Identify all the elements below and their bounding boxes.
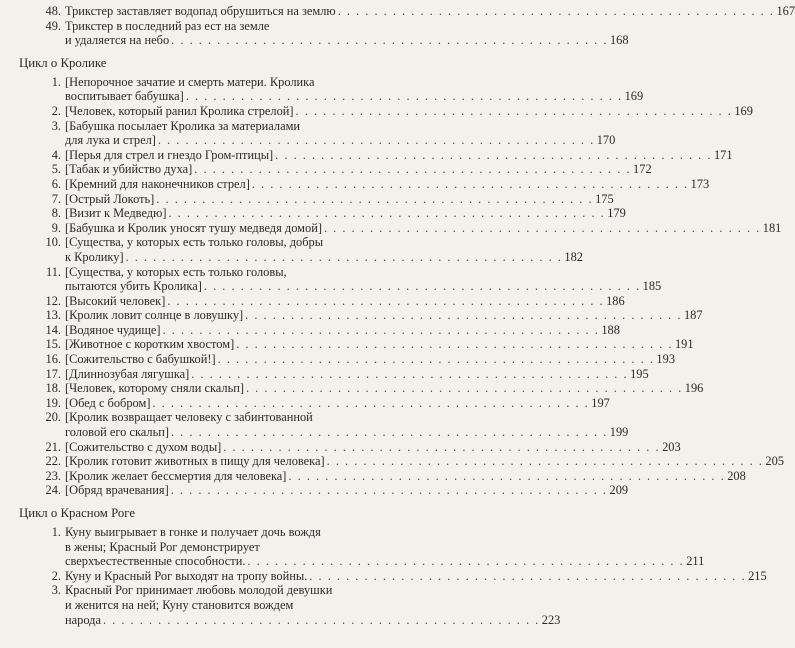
toc-entry: [39, 206, 626, 221]
entry-title-last-line: [65, 483, 629, 498]
entry-title-last-line: [65, 147, 733, 163]
toc-entry: [39, 103, 753, 119]
dot-leader: . . . . . . . . . . . . . . . . . . . . . . . . . . . . . . . . . . . . . . . . . . . . . . . .: [223, 439, 661, 454]
dot-leader: . . . . . . . . . . . . . . . . . . . . . . . . . . . . . . . . . . . . . . . . . . . . . . . .: [309, 568, 747, 583]
entry-title-last-line: [65, 4, 795, 19]
entry-title-line: [Непорочное зачатие и смерть матери. Кролика: [65, 74, 315, 89]
entry-number: 13.: [45, 308, 61, 323]
page-number: 196: [684, 381, 704, 396]
entry-body: [65, 308, 703, 323]
entry-number: 9.: [51, 220, 61, 235]
entry-title-text: сверхъестественные способности.: [65, 554, 246, 569]
entry-title-last-line: [65, 220, 782, 236]
dot-leader: . . . . . . . . . . . . . . . . . . . . . . . . . . . . . . . . . . . . . . . . . . . . . . . .: [102, 612, 540, 627]
section-heading: Цикл о Кролике: [19, 55, 107, 70]
page-number: 167: [776, 4, 795, 18]
entry-body: [65, 525, 705, 569]
toc-entry: [39, 454, 784, 469]
toc-entry: [39, 483, 629, 498]
entry-title-text: [Бабушка и Кролик уносят тушу медведя домой]: [65, 220, 322, 235]
entry-body: [65, 366, 649, 382]
dot-leader: . . . . . . . . . . . . . . . . . . . . . . . . . . . . . . . . . . . . . . . . . . . . . . . .: [245, 308, 682, 323]
entry-title-text: Куну и Красный Рог выходят на тропу войны.: [65, 568, 308, 583]
entry-title-last-line: [65, 33, 629, 48]
page-number: 197: [591, 395, 610, 410]
entry-title-last-line: [65, 337, 694, 352]
entry-title-text: для лука и стрел]: [65, 133, 156, 148]
page-number: 211: [686, 554, 705, 569]
page-number: 175: [595, 191, 614, 206]
toc-entry: [39, 381, 704, 396]
page-number: 208: [727, 468, 746, 483]
entry-body: [65, 583, 561, 627]
entry-title-last-line: [65, 454, 784, 469]
page-number: 209: [609, 483, 629, 498]
entry-title-last-line: [65, 395, 610, 411]
page-number: 191: [674, 337, 694, 352]
entry-number: 1.: [51, 74, 61, 89]
toc-section: [0, 498, 767, 627]
entry-body: [65, 18, 629, 48]
page-number: 215: [748, 568, 767, 583]
dot-leader: . . . . . . . . . . . . . . . . . . . . . . . . . . . . . . . . . . . . . . . . . . . . . . . .: [247, 554, 685, 569]
page-number: 173: [690, 176, 710, 191]
entry-title-last-line: [65, 249, 583, 265]
entry-number: 15.: [45, 337, 61, 352]
entry-title-line: [Кролик возвращает человеку с забинтованной: [65, 410, 313, 425]
toc-entry: [39, 322, 620, 338]
entry-title-last-line: [65, 568, 767, 584]
dot-leader: . . . . . . . . . . . . . . . . . . . . . . . . . . . . . . . . . . . . . . . . . . . . . . . .: [167, 293, 605, 308]
toc-entry: [39, 74, 644, 104]
entry-number: 11.: [45, 264, 61, 279]
page-number: 169: [624, 89, 644, 104]
dot-leader: . . . . . . . . . . . . . . . . . . . . . . . . . . . . . . . . . . . . . . . . . . . . . . . .: [185, 89, 623, 104]
entry-title-last-line: [65, 293, 625, 309]
dot-leader: . . . . . . . . . . . . . . . . . . . . . . . . . . . . . . . . . . . . . . . . . . . . . . . .: [168, 206, 606, 221]
dot-leader: . . . . . . . . . . . . . . . . . . . . . . . . . . . . . . . . . . . . . . . . . . . . . . . .: [156, 191, 594, 206]
toc-entry: [39, 337, 694, 352]
page-number: 170: [596, 133, 616, 148]
entry-title-text: [Кролик ловит солнце в ловушку]: [65, 308, 244, 323]
toc-entry: [39, 395, 610, 411]
dot-leader: . . . . . . . . . . . . . . . . . . . . . . . . . . . . . . . . . . . . . . . . . . . . . . . .: [275, 147, 712, 162]
toc-entry: [39, 583, 561, 627]
entry-title-last-line: [65, 322, 620, 338]
entry-title-line: в жены; Красный Рог демонстрирует: [65, 539, 260, 554]
toc-entry: [39, 4, 795, 19]
entry-title-last-line: [65, 468, 746, 484]
toc-entry: [39, 352, 676, 367]
toc-section: [0, 48, 784, 498]
entry-body: [65, 176, 710, 192]
entry-title-text: [Кремний для наконечников стрел]: [65, 176, 250, 191]
entry-body: [65, 395, 610, 411]
dot-leader: . . . . . . . . . . . . . . . . . . . . . . . . . . . . . . . . . . . . . . . . . . . . . . . .: [251, 176, 689, 191]
entry-body: [65, 4, 795, 19]
page-number: 193: [656, 352, 676, 367]
toc-entry: [39, 293, 625, 309]
entry-body: [65, 352, 676, 367]
entry-title-text: воспитывает бабушка]: [65, 89, 184, 104]
entry-number: 24.: [45, 483, 61, 498]
entry-title-line: Куну выигрывает в гонке и получает дочь вождя: [65, 525, 321, 539]
entry-title-text: [Сожительство с духом воды]: [65, 439, 222, 454]
toc-entry: [39, 191, 614, 207]
entry-body: [65, 483, 629, 498]
entry-body: [65, 410, 629, 440]
entry-number: 8.: [51, 206, 61, 221]
toc-entry: [39, 235, 583, 264]
entry-number: 22.: [45, 454, 61, 469]
entry-title-last-line: [65, 439, 681, 455]
entry-title-line: [Существа, у которых есть только головы, добры: [65, 235, 324, 250]
entry-title-text: [Визит к Медведю]: [65, 206, 167, 221]
entry-title-line: [Существа, у которых есть только головы,: [65, 264, 287, 279]
table-of-contents: [0, 4, 795, 627]
page-number: 168: [609, 33, 629, 48]
entry-title-line: Красный Рог принимает любовь молодой девушки: [65, 583, 333, 598]
entry-title-last-line: [65, 133, 616, 148]
page-number: 205: [765, 454, 784, 469]
toc-entry: [39, 264, 662, 294]
entry-body: [65, 439, 681, 455]
page-number: 182: [564, 249, 583, 264]
entry-body: [65, 322, 620, 338]
entry-title-last-line: [65, 425, 629, 440]
entry-title-text: [Кролик готовит животных в пищу для человека]: [65, 454, 325, 469]
entry-title-line: и женится на ней; Куну становится вождем: [65, 597, 294, 612]
entry-number: 12.: [45, 293, 61, 308]
page-number: 169: [734, 103, 753, 118]
entry-number: 3.: [51, 118, 61, 133]
toc-entry: [39, 366, 649, 382]
entry-body: [65, 74, 644, 104]
entry-title-text: [Перья для стрел и гнездо Гром-птицы]: [65, 147, 274, 162]
dot-leader: . . . . . . . . . . . . . . . . . . . . . . . . . . . . . . . . . . . . . . . . . . . . . . . .: [162, 322, 600, 337]
entry-title-text: [Человек, который ранил Кролика стрелой]: [65, 103, 294, 118]
entry-title-text: [Сожительство с бабушкой!]: [65, 352, 216, 367]
dot-leader: . . . . . . . . . . . . . . . . . . . . . . . . . . . . . . . . . . . . . . . . . . . . . . . .: [171, 33, 608, 48]
entry-body: [65, 103, 753, 119]
page-number: 203: [662, 439, 681, 454]
entry-number: 23.: [45, 468, 61, 483]
entry-title-last-line: [65, 103, 753, 119]
dot-leader: . . . . . . . . . . . . . . . . . . . . . . . . . . . . . . . . . . . . . . . . . . . . . . . .: [245, 381, 683, 396]
entry-body: [65, 381, 704, 396]
entry-number: 17.: [45, 366, 61, 381]
entry-body: [65, 206, 626, 221]
entry-number: 16.: [45, 352, 61, 367]
entry-title-last-line: [65, 308, 703, 323]
entry-title-line: Трикстер в последний раз ест на земле: [65, 18, 270, 33]
toc-entry: [39, 220, 782, 236]
entry-body: [65, 468, 746, 484]
entry-title-last-line: [65, 366, 649, 382]
dot-leader: . . . . . . . . . . . . . . . . . . . . . . . . . . . . . . . . . . . . . . . . . . . . . . . .: [191, 366, 629, 381]
entry-number: 5.: [51, 162, 61, 177]
entry-title-last-line: [65, 612, 561, 628]
toc-entry: [39, 18, 629, 48]
toc-entry: [39, 525, 705, 569]
entry-body: [65, 454, 784, 469]
entry-number: 6.: [51, 176, 61, 191]
entry-title-text: [Животное с коротким хвостом]: [65, 337, 235, 352]
page-number: 188: [601, 322, 620, 337]
entry-title-text: Трикстер заставляет водопад обрушиться на землю: [65, 4, 336, 18]
dot-leader: . . . . . . . . . . . . . . . . . . . . . . . . . . . . . . . . . . . . . . . . . . . . . . . .: [152, 395, 590, 410]
entry-body: [65, 235, 583, 264]
entry-title-last-line: [65, 554, 705, 569]
dot-leader: . . . . . . . . . . . . . . . . . . . . . . . . . . . . . . . . . . . . . . . . . . . . . . . .: [170, 483, 608, 498]
entry-title-text: к Кролику]: [65, 249, 124, 264]
entry-number: 19.: [45, 395, 61, 410]
dot-leader: . . . . . . . . . . . . . . . . . . . . . . . . . . . . . . . . . . . . . . . . . . . . . . . .: [323, 220, 761, 235]
page-number: 187: [683, 308, 703, 323]
entry-body: [65, 162, 652, 177]
entry-body: [65, 568, 767, 584]
page-number: 195: [630, 366, 649, 381]
entry-title-text: народа: [65, 612, 101, 627]
toc-entry: [39, 410, 629, 440]
page-number: 172: [633, 162, 652, 177]
entry-number: 2.: [51, 568, 61, 583]
entry-title-text: [Табак и убийство духа]: [65, 162, 193, 177]
entry-title-last-line: [65, 206, 626, 221]
toc-section: [0, 4, 795, 48]
page-number: 185: [642, 279, 662, 294]
entry-number: 14.: [45, 322, 61, 337]
entry-title-text: [Кролик желает бессмертия для человека]: [65, 468, 287, 483]
section-heading: Цикл о Красном Роге: [19, 506, 136, 520]
page-number: 181: [762, 220, 782, 235]
entry-title-last-line: [65, 162, 652, 177]
entry-title-line: [Бабушка посылает Кролика за материалами: [65, 118, 301, 133]
entry-body: [65, 293, 625, 309]
entry-title-last-line: [65, 191, 614, 207]
entry-number: 21.: [45, 439, 61, 454]
toc-entry: [39, 439, 681, 455]
toc-entry: [39, 308, 703, 323]
entry-title-text: и удаляется на небо: [65, 33, 170, 48]
entry-number: 4.: [51, 147, 61, 162]
toc-entry: [39, 176, 710, 192]
entry-title-last-line: [65, 381, 704, 396]
entry-title-text: [Обед с бобром]: [65, 395, 151, 410]
entry-body: [65, 118, 616, 148]
entry-title-last-line: [65, 176, 710, 192]
dot-leader: . . . . . . . . . . . . . . . . . . . . . . . . . . . . . . . . . . . . . . . . . . . . . . . .: [194, 162, 632, 177]
section-spacer: [0, 48, 400, 56]
entry-title-text: [Острый Локоть]: [65, 191, 155, 206]
entry-title-last-line: [65, 89, 644, 104]
dot-leader: . . . . . . . . . . . . . . . . . . . . . . . . . . . . . . . . . . . . . . . . . . . . . . . .: [217, 352, 655, 367]
dot-leader: . . . . . . . . . . . . . . . . . . . . . . . . . . . . . . . . . . . . . . . . . . . . . . . .: [203, 279, 641, 294]
toc-entry: [39, 468, 746, 484]
entry-number: 20.: [45, 410, 61, 425]
entry-body: [65, 264, 662, 294]
entry-body: [65, 337, 694, 352]
toc-entry: [39, 147, 733, 163]
entry-number: 3.: [51, 583, 61, 598]
entry-title-text: [Высокий человек]: [65, 293, 166, 308]
dot-leader: . . . . . . . . . . . . . . . . . . . . . . . . . . . . . . . . . . . . . . . . . . . . . . . .: [125, 249, 563, 264]
page-number: 199: [609, 425, 629, 440]
dot-leader: . . . . . . . . . . . . . . . . . . . . . . . . . . . . . . . . . . . . . . . . . . . . . . . .: [337, 4, 775, 18]
toc-entry: [39, 568, 767, 584]
dot-leader: . . . . . . . . . . . . . . . . . . . . . . . . . . . . . . . . . . . . . . . . . . . . . . . .: [157, 133, 595, 148]
entry-title-last-line: [65, 279, 662, 294]
page-number: 179: [607, 206, 626, 221]
entry-title-text: [Человек, которому сняли скальп]: [65, 381, 244, 396]
entry-title-text: [Длиннозубая лягушка]: [65, 366, 190, 381]
entry-body: [65, 191, 614, 207]
entry-title-text: [Обряд врачевания]: [65, 483, 169, 498]
entry-body: [65, 147, 733, 163]
dot-leader: . . . . . . . . . . . . . . . . . . . . . . . . . . . . . . . . . . . . . . . . . . . . . . . .: [326, 454, 764, 469]
entry-title-text: [Водяное чудище]: [65, 322, 161, 337]
entry-number: 10.: [45, 235, 61, 250]
page-number: 186: [606, 293, 625, 308]
toc-entry: [39, 162, 652, 177]
section-spacer: [0, 498, 400, 506]
page-number: 171: [713, 147, 733, 162]
entry-title-last-line: [65, 352, 676, 367]
entry-number: 48.: [45, 4, 61, 18]
entry-body: [65, 220, 782, 236]
dot-leader: . . . . . . . . . . . . . . . . . . . . . . . . . . . . . . . . . . . . . . . . . . . . . . . .: [170, 425, 608, 440]
entry-title-text: головой его скальп]: [65, 425, 169, 440]
dot-leader: . . . . . . . . . . . . . . . . . . . . . . . . . . . . . . . . . . . . . . . . . . . . . . . .: [288, 468, 726, 483]
page-number: 223: [541, 612, 561, 627]
entry-number: 18.: [45, 381, 61, 396]
entry-title-text: пытаются убить Кролика]: [65, 279, 202, 294]
entry-number: 2.: [51, 103, 61, 118]
entry-number: 1.: [51, 525, 61, 539]
entry-number: 49.: [45, 18, 61, 33]
toc-entry: [39, 118, 616, 148]
dot-leader: . . . . . . . . . . . . . . . . . . . . . . . . . . . . . . . . . . . . . . . . . . . . . . . .: [236, 337, 673, 352]
entry-number: 7.: [51, 191, 61, 206]
dot-leader: . . . . . . . . . . . . . . . . . . . . . . . . . . . . . . . . . . . . . . . . . . . . . . . .: [295, 103, 733, 118]
